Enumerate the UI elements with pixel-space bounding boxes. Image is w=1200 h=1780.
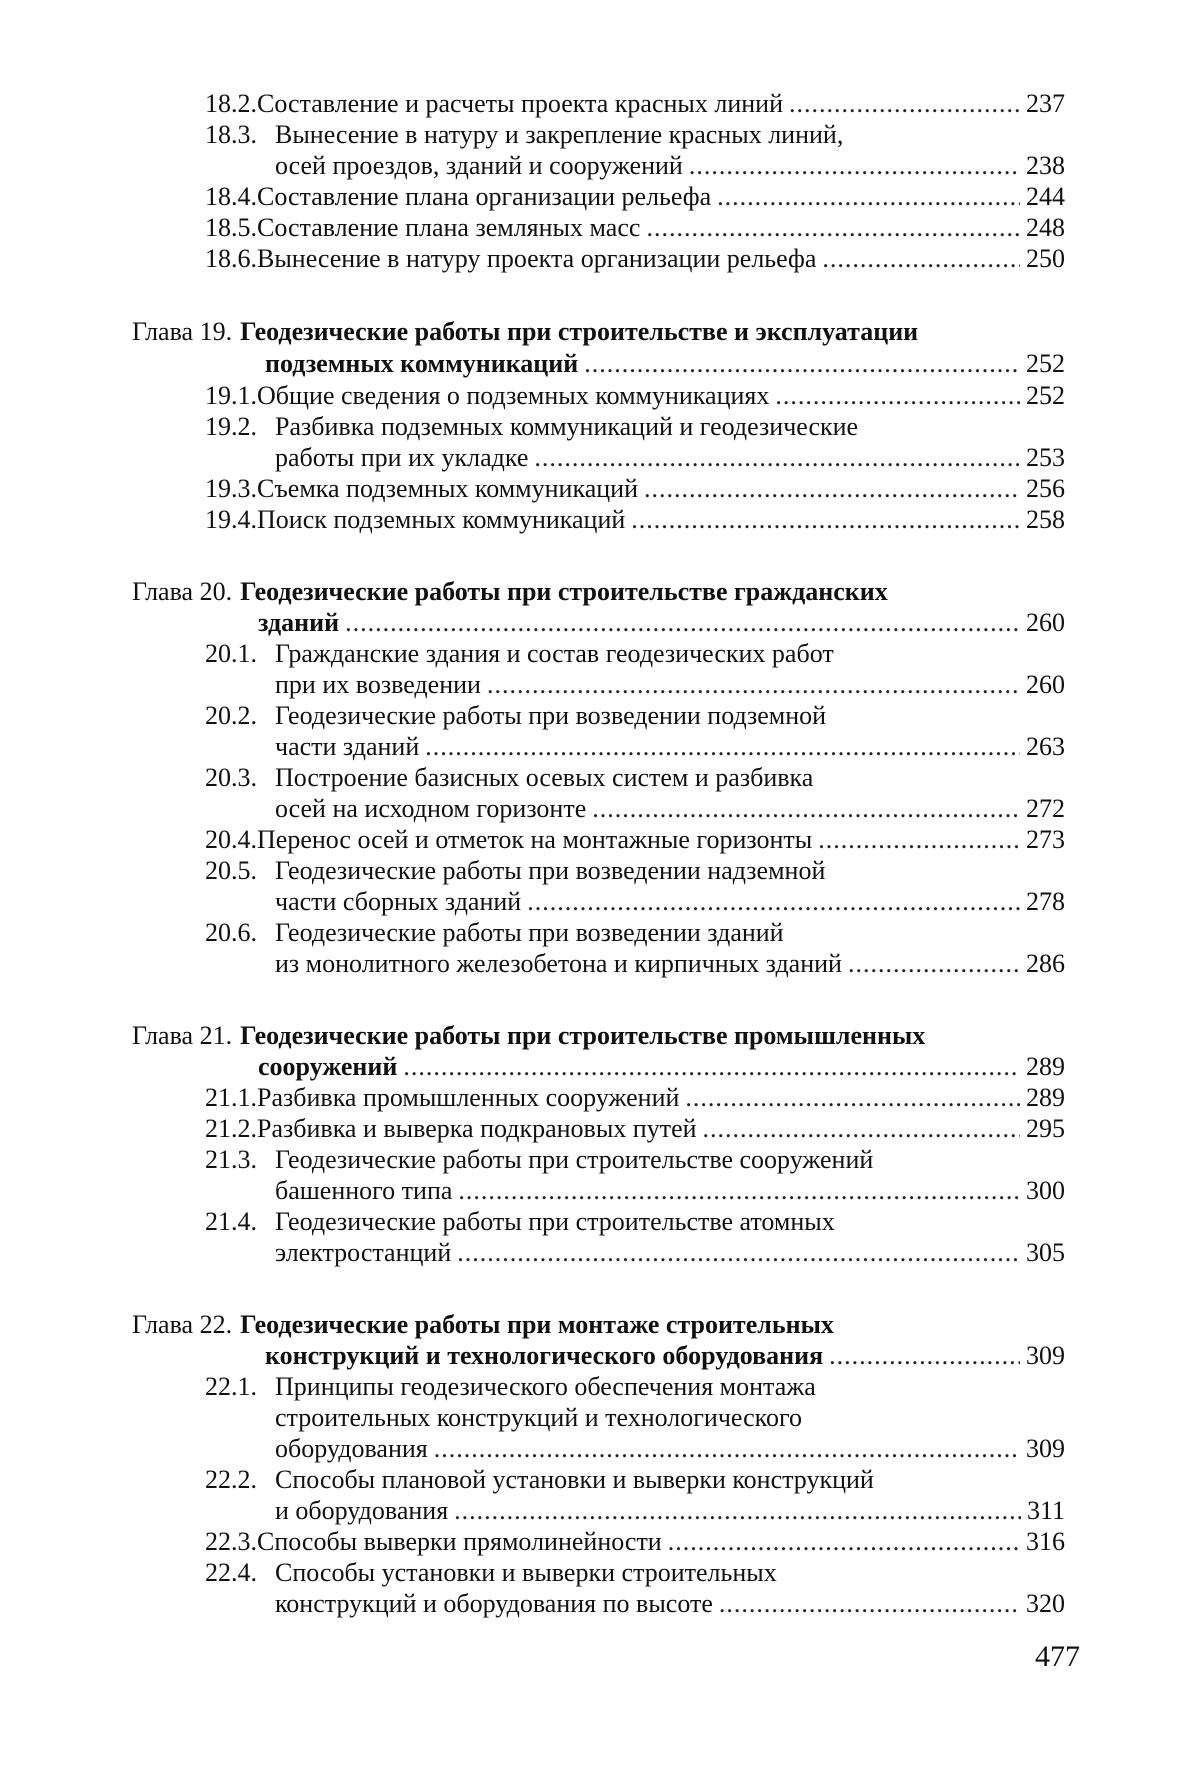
entry-title: Способы установки и выверки строительных	[275, 1558, 777, 1587]
chapter-title: Геодезические работы при строительстве промышленных	[240, 1021, 926, 1050]
dot-leader	[822, 243, 1020, 275]
entry-page: 250	[1026, 244, 1065, 273]
entry-number: 20.6.	[205, 918, 257, 947]
entry-title: работы при их укладке	[275, 443, 529, 472]
toc-entry-22-4	[205, 1557, 1065, 1589]
entry-number: 20.3.	[205, 763, 257, 792]
entry-title: Составление и расчеты проекта красных линий	[257, 89, 783, 118]
dot-leader	[775, 380, 1020, 412]
chapter-label: Глава 19.	[132, 317, 233, 346]
toc-entry-20-4	[205, 824, 1065, 856]
chapter-21-heading	[132, 1020, 1065, 1052]
entry-page: 263	[1026, 732, 1065, 761]
chapter-title: зданий	[258, 608, 340, 637]
dot-leader	[592, 793, 1020, 825]
chapter-20-heading	[132, 576, 1065, 608]
entry-title: осей на исходном горизонте	[275, 794, 587, 823]
entry-title: Способы выверки прямолинейности	[257, 1527, 662, 1556]
dot-leader	[644, 473, 1020, 505]
toc-entry-20-2	[205, 700, 1065, 732]
dot-leader	[458, 1175, 1020, 1207]
toc-entry-20-5	[205, 855, 1065, 887]
chapter-page: 309	[1026, 1341, 1065, 1370]
chapter-label: Глава 20.	[132, 577, 233, 606]
toc-entry-18-5	[205, 212, 1065, 244]
entry-title: Гражданские здания и состав геодезических работ	[275, 639, 834, 668]
entry-title: оборудования	[275, 1434, 428, 1463]
entry-title: Построение базисных осевых систем и разбивка	[275, 763, 814, 792]
entry-number: 22.2.	[205, 1465, 257, 1494]
dot-leader	[668, 1526, 1020, 1558]
entry-number: 21.3.	[205, 1145, 257, 1174]
toc-entry-19-2-cont	[275, 442, 1065, 474]
dot-leader	[703, 1113, 1020, 1145]
entry-number: 19.3.	[205, 474, 257, 503]
entry-title: Поиск подземных коммуникаций	[257, 505, 626, 534]
entry-title: при их возведении	[275, 670, 481, 699]
toc-entry-18-3	[205, 119, 1065, 151]
entry-title: Разбивка подземных коммуникаций и геодезические	[275, 412, 859, 441]
entry-page: 258	[1026, 505, 1065, 534]
toc-entry-20-3	[205, 762, 1065, 794]
entry-title: части сборных зданий	[275, 887, 522, 916]
entry-title: Способы плановой установки и выверки конструкций	[275, 1465, 874, 1494]
entry-number: 22.4.	[205, 1558, 257, 1587]
dot-leader	[829, 1340, 1020, 1372]
entry-page: 289	[1026, 1083, 1065, 1112]
dot-leader	[534, 442, 1020, 474]
entry-page: 253	[1026, 443, 1065, 472]
entry-title: Геодезические работы при возведении подземной	[275, 701, 827, 730]
chapter-title: конструкций и технологического оборудования	[265, 1341, 824, 1370]
toc-entry-21-1	[205, 1082, 1065, 1114]
toc-entry-21-4-cont	[275, 1237, 1065, 1269]
chapter-title: сооружений	[258, 1052, 398, 1081]
entry-number: 18.3.	[205, 120, 257, 149]
entry-page: 309	[1026, 1434, 1065, 1463]
entry-title: конструкций и оборудования по высоте	[275, 1589, 713, 1618]
entry-title: Разбивка промышленных сооружений	[257, 1083, 680, 1112]
chapter-22-heading	[132, 1309, 1065, 1341]
chapter-label: Глава 22.	[132, 1310, 233, 1339]
toc-entry-22-2	[205, 1464, 1065, 1496]
toc-entry-22-1-cont2	[275, 1433, 1065, 1465]
chapter-22-heading-cont	[265, 1340, 1065, 1372]
entry-page: 273	[1026, 825, 1065, 854]
chapter-page: 260	[1026, 608, 1065, 637]
dot-leader	[454, 1495, 1021, 1527]
toc-entry-19-4	[205, 504, 1065, 536]
toc-entry-20-5-cont	[275, 886, 1065, 918]
entry-page: 248	[1026, 213, 1065, 242]
dot-leader	[685, 1082, 1020, 1114]
toc-entry-20-2-cont	[275, 731, 1065, 763]
entry-number: 20.1.	[205, 639, 257, 668]
toc-entry-21-4	[205, 1206, 1065, 1238]
entry-number: 20.2.	[205, 701, 257, 730]
toc-entry-20-1	[205, 638, 1065, 670]
entry-number: 21.1.	[205, 1083, 257, 1112]
entry-number: 20.4.	[205, 825, 257, 854]
chapter-page: 289	[1026, 1052, 1065, 1081]
entry-page: 305	[1026, 1238, 1065, 1267]
entry-page: 316	[1026, 1527, 1065, 1556]
entry-title: Разбивка и выверка подкрановых путей	[257, 1114, 697, 1143]
dot-leader	[631, 504, 1020, 536]
toc-entry-20-3-cont	[275, 793, 1065, 825]
entry-number: 21.4.	[205, 1207, 257, 1236]
toc-entry-19-3	[205, 473, 1065, 505]
entry-number: 22.1.	[205, 1372, 257, 1401]
toc-entry-19-2	[205, 411, 1065, 443]
entry-page: 260	[1026, 670, 1065, 699]
dot-leader	[789, 88, 1020, 120]
toc-entry-22-1	[205, 1371, 1065, 1403]
entry-page: 286	[1026, 949, 1065, 978]
chapter-title: Геодезические работы при строительстве и эксплуатации	[240, 317, 919, 346]
entry-title: осей проездов, зданий и сооружений	[275, 151, 683, 180]
chapter-label: Глава 21.	[132, 1021, 233, 1050]
entry-page: 272	[1026, 794, 1065, 823]
entry-page: 256	[1026, 474, 1065, 503]
entry-title: Принципы геодезического обеспечения монтажа	[275, 1372, 816, 1401]
entry-title: Съемка подземных коммуникаций	[257, 474, 638, 503]
toc-entry-21-3	[205, 1144, 1065, 1176]
entry-page: 278	[1026, 887, 1065, 916]
dot-leader	[487, 669, 1020, 701]
dot-leader	[403, 1051, 1020, 1083]
entry-page: 238	[1026, 151, 1065, 180]
toc-entry-20-1-cont	[275, 669, 1065, 701]
toc-entry-22-3	[205, 1526, 1065, 1558]
entry-title: Вынесение в натуру и закрепление красных линий,	[275, 120, 844, 149]
dot-leader	[434, 1433, 1020, 1465]
entry-title: Общие сведения о подземных коммуникациях	[257, 381, 770, 410]
entry-page: 300	[1026, 1176, 1065, 1205]
entry-number: 18.4.	[205, 182, 257, 211]
toc-entry-21-2	[205, 1113, 1065, 1145]
entry-page: 237	[1026, 89, 1065, 118]
entry-number: 21.2.	[205, 1114, 257, 1143]
entry-title: Геодезические работы при возведении надземной	[275, 856, 826, 885]
toc-entry-20-6-cont	[275, 948, 1065, 980]
entry-number: 20.5.	[205, 856, 257, 885]
dot-leader	[717, 181, 1020, 213]
entry-title: электростанций	[275, 1238, 452, 1267]
entry-number: 19.1.	[205, 381, 257, 410]
entry-title: Геодезические работы при строительстве сооружений	[275, 1145, 874, 1174]
chapter-19-heading-cont	[265, 348, 1065, 380]
entry-page: 320	[1026, 1589, 1065, 1618]
toc-entry-21-3-cont	[275, 1175, 1065, 1207]
entry-title: Вынесение в натуру проекта организации рельефа	[257, 244, 817, 273]
entry-title: строительных конструкций и технологического	[275, 1403, 802, 1432]
chapter-title: Геодезические работы при строительстве гражданских	[240, 577, 888, 606]
dot-leader	[848, 948, 1020, 980]
page-number: 477	[1035, 1640, 1080, 1673]
chapter-19-heading	[132, 316, 1065, 348]
toc-entry-22-1-cont	[275, 1402, 1065, 1434]
entry-number: 19.4.	[205, 505, 257, 534]
entry-title: Перенос осей и отметок на монтажные горизонты	[257, 825, 813, 854]
toc-entry-19-1	[205, 380, 1065, 412]
chapter-21-heading-cont	[258, 1051, 1065, 1083]
dot-leader	[818, 824, 1020, 856]
dot-leader	[689, 150, 1020, 182]
chapter-title: подземных коммуникаций	[265, 349, 579, 378]
entry-title: Геодезические работы при строительстве атомных	[275, 1207, 835, 1236]
toc-entry-18-3-cont	[275, 150, 1065, 182]
toc-entry-18-2	[205, 88, 1065, 120]
entry-number: 18.2.	[205, 89, 257, 118]
dot-leader	[719, 1588, 1020, 1620]
entry-title: части зданий	[275, 732, 420, 761]
dot-leader	[584, 348, 1020, 380]
toc-entry-20-6	[205, 917, 1065, 949]
entry-title: из монолитного железобетона и кирпичных зданий	[275, 949, 842, 978]
entry-title: Геодезические работы при возведении зданий	[275, 918, 784, 947]
entry-title: Составление плана земляных масс	[257, 213, 641, 242]
dot-leader	[425, 731, 1020, 763]
toc-entry-22-4-cont	[275, 1588, 1065, 1620]
entry-title: башенного типа	[275, 1176, 453, 1205]
entry-number: 19.2.	[205, 412, 257, 441]
chapter-page: 252	[1026, 349, 1065, 378]
entry-title: и оборудования	[275, 1496, 449, 1525]
entry-page: 311	[1026, 1496, 1065, 1525]
toc-entry-22-2-cont	[275, 1495, 1065, 1527]
entry-number: 22.3.	[205, 1527, 257, 1556]
dot-leader	[345, 607, 1020, 639]
entry-number: 18.5.	[205, 213, 257, 242]
dot-leader	[527, 886, 1020, 918]
dot-leader	[457, 1237, 1020, 1269]
entry-page: 252	[1026, 381, 1065, 410]
dot-leader	[646, 212, 1020, 244]
chapter-title: Геодезические работы при монтаже строительных	[240, 1310, 834, 1339]
toc-entry-18-6	[205, 243, 1065, 275]
entry-number: 18.6.	[205, 244, 257, 273]
chapter-20-heading-cont	[258, 607, 1065, 639]
entry-title: Составление плана организации рельефа	[257, 182, 712, 211]
entry-page: 295	[1026, 1114, 1065, 1143]
entry-page: 244	[1026, 182, 1065, 211]
toc-entry-18-4	[205, 181, 1065, 213]
